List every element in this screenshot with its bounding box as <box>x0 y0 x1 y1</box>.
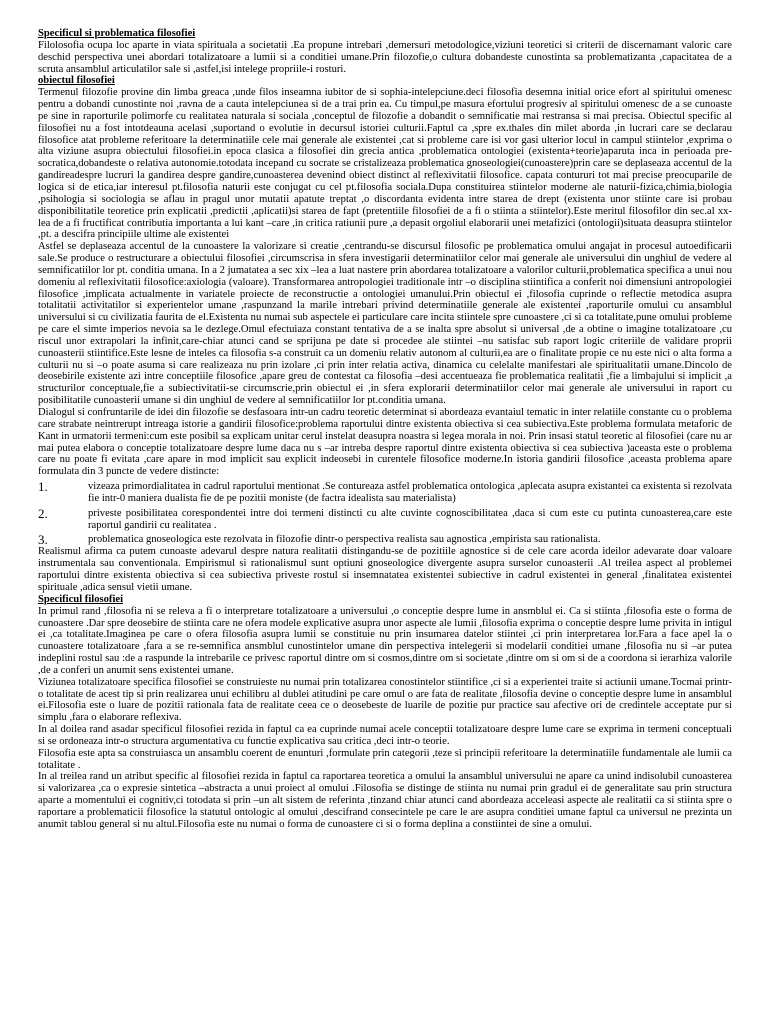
al-doilea-paragraph: In al doilea rand asadar specificul filosofiei rezida in faptul ca ea cuprinde numai acele conceptii totalizatoare despre lume care se exprima in termeni conceptuali si se ordoneaza intr-o structura argumentativa cu functie explicativa sau critica ,deci intr-o teorie. <box>38 724 732 747</box>
primul-rand-paragraph: In primul rand ,filosofia ni se releva a fi o interpretare totalizatoare a universului ,o conceptie despre lume in ansmblul ei. Ca si stiinta ,filosofia este o forma de cunoastere .Dar spre deosebire de stiinta care ne ofera modele explicative asupra unor aspecte ale lumii ,filosofia exprima o conceptie despre lume privita in intigul ei ,ca totalitate.Imaginea pe care o ofera filosofia asupra lumii se constituie nu prin insumarea datelor stiintei ,ci prin interpretarea lor.Fara a face apel la o cunoastere totalizatoare ,fara a se re-semnifica ansmblul cunostintelor umane din perspectiva intelegerii si modelarii conditiei umane ,filosofia nu si –ar putea indeplini rostul sau :de a raspunde la intrebarile ce privesc raportul dintre om si cosmos,dintre om si societate ,dintre om si om si de a coordona si ierarhiza valorile ,de a conferi un anumit sens existentei umane. <box>38 605 732 676</box>
section-heading-specificul: Specificul filosofiei <box>38 593 124 605</box>
section-heading-specificul-problematica: Specificul si problematica filosofiei <box>38 28 196 39</box>
obiectul-paragraph: Termenul filozofie provine din limba greaca ,unde filos inseamna iubitor de si sophia-intelepciune.deci filosofia desemna initial orice efort al spiritului omenesc pentru a dobandi cunostinte noi ,ravna de a cauta intelepciunea si de a trai prin ea. Cu timpul,pe masura efortului progresiv al spiritului omenesc de a se cunoaste pe sine in raporturile polimorfe cu realitatea naturala si sociala ,conceptul de filozofie a dobandit o semnificatie mai restransa si mai precisa. Obiectul specific al filosofiei nu a fost intotdeauna acelasi ,suportand o evolutie in decursul istoriei culturii.Faptul ca ,spre ex.thales din milet aborda ,in lucrari care se declarau filosofice atat probleme referitoare la determinatiile cele mai generale ale existentei ,cat si probleme care isi vor gasi ulterior locul in campul stiintelor ,exprima o alta viziune asupra obiectului filosofiei.in epoca clasica a filosofiei din grecia antica ,problematica ontologiei (existenta+teorie)aparuta inca in perioada pre-socratica,dobandeste o relativa autonomie.totodata incepand cu socrate se cristalizeaza problematica gnoseologiei(cunoastere)prin care se deplaseaza accentul de la gandireadespre lucruri la gandirea despre gandire,cunoasterea devenind obiect distinct al reflexivitatii filosofice. capata contururi tot mai precise preocuparile de logica si de etica,iar interesul pt.filosofia naturii este conjugat cu cel pt.filosofia sociala.Dupa constituirea stiintelor moderne ale naturii-fizica,chimia,biologia ,psihologia si sociologia se aflau in pragul unor mutatii apatute treptat ,o discordanta evidenta intre starea de drept (existenta unor stiinte care isi probau disponibilitatile teoretice prin explicatii ,predictii ,aplicatii)si starea de fapt (pretentiile filosofiei de a fi o stiinta a stiintelor).Este meritul filosofilor din sec.al xx-lea de a fi fructificat contributia importanta a lui kant –care ,in critica ratiunii pure ,a depasit orgoliul elaborarii unei metafizici (ontologii)situata deasupra stiintelor ,pt. a descifra principiile ultime ale existentei <box>38 87 732 241</box>
al-treilea-paragraph: In al treilea rand un atribut specific al filosofiei rezida in faptul ca raportarea teoretica a omului la ansamblul universului ne apare ca unind indisolubil cunoasterea si valorizarea ,ca o expresie sintetica –abstracta a unui proiect al omului .Filosofia se distinge de stiinta nu numai prin gradul ei de generalitate sau prin structura aparte a momentului ei cognitiv,ci totodata si prin –un alt sistem de referinta ,tinzand chiar atunci cand abordeaza acceleasi aspecte ale realitatii ca si stiinta spre o raportare a problematicii filosofice la statutul ontologic al omului ,descifrand consecintele pe care le are asupra conditiei umane faptul ca universul ne prezinta un anumit tablou general si nu altul.Filosofia este nu numai o forma de cunoastere ci si o forma deplina a constiintei de sine a omului. <box>38 771 732 830</box>
list-item-text: priveste posibilitatea corespondentei intre doi termeni distincti cu alte cuvinte cognoscibilitatea ,daca si cum este cu putinta cunoasterea,care este raportul gandirii cu realitatea . <box>88 507 732 531</box>
list-item <box>38 481 732 505</box>
realismul-paragraph: Realismul afirma ca putem cunoaste adevarul despre natura realitatii distingandu-se de pozitiile agnostice si de cele care acorda ideilor adevarate doar valoare instrumentala sau conventionala. Empirismul si rationalismul sunt optiuni gnoseologice divergente asupra surselor cunoasterii .Al treilea aspect al problemei raportului dintre existenta obiectiva si cea subiectiva priveste rostul si insemnatatea existentei subiective in cadrul existentei in general ,finalitatea existentei spirituale ,adica sensul vietii umane. <box>38 546 732 593</box>
list-item-number: 3. <box>38 532 48 548</box>
dialogul-paragraph: Dialogul si confruntarile de idei din filozofie se desfasoara intr-un cadru teoretic determinat si abordeaza evantaiul tematic in inter relatiile constante cu o problema care strabate neintrerupt intreaga istorie a gandirii filosofice:problema raportului dintre existenta obiectiva si cea subiectiva.Este problema formulata metaforic de Kant in urmatorii termeni:cum este posibil sa explicam unitar cerul instelat deasupra noastra si legea morala in noi. Prin insasi statul teoretic al filosofiei (care nu ar mai putea elabora o conceptie totalizatoare despre lume daca nu s –ar intreba despre raportul dintre existenta obiectiva si cea subiectiva )aceasta este o problema care nu poate fi evitata ,care apare in mod implicit sau explicit indeosebi in curentele filosofice moderne.In istoria gandirii filosofice ,aceasta problema apare formulata din 3 puncte de vedere distincte: <box>38 407 732 478</box>
astfel-paragraph: Astfel se deplaseaza accentul de la cunoastere la valorizare si creatie ,centrandu-se discursul filosofic pe problematica omului angajat in procesul autoedificarii sale.Se produce o restructurare a obiectului filosofiei ,circumscrisa in sfera investigarii determinatiilor celor mai generale ale universului din unghiul de vedere al semnificatiilor lor pt. conditia umana. In a 2 jumatatea a sec xix –lea a luat nastere prin abordarea totalizatoare a valorilor culturii,problematica specifica a unui nou domeniu al reflexivitatii filosofice:axiologia (valoare). Transformarea antropologiei traditionale intr –o disciplina stiintifica a conferit noi dimensiuni antropologiei filosofice ,implicata actualmente in variatele proiecte de reconstructie a ontologiei umanului.Prin obiectul ei ,filosofia cuprinde o reflectie metodica asupra totalitatii activitatilor si experientelor umane ,raspunzand la marile intrebari privind determinatiile generale ale existentei ,raporturile omului cu ansamblul universului si cu civilizatia faurita de el.Existenta nu numai sub aspectele ei particulare care incita stiintele spre cunoastere ,ci si ca totalitate,pune omului probleme pe care el simte imperios nevoia sa le dezlege.Omul efectuiaza constant tentativa de a se inalta spre absolut si universal ,de a obtine o imagine totalizatoare ,cu riscul unor extrapolari la infinit,care-chiar atunci cand se sprijuna pe date si procedee ale stiintei –nu satisfac sub raport logic criteriile de validare proprii cunoasterii stiintifice.Este lesne de inteles ca filosofia s-a construit ca un domeniu relativ autonom al culturii,ea are o finalitate propie ce nu este nici o alta forma a culturii nu si –o poate asuma si care realizeaza nu prin izolare ,ci prin inter relatia activa, dinamica cu celelalte manifestari ale spiritualitatii umane.Dincolo de deosebirile existente azi intre conceptiile filosofice ,apare greu de contestat ca filosofia –desi accentueaza fie problematica realitatii ,fie a limbajului si implicit ,a structurilor conceptuale,fie a subiectivitatii-se circumscrie,prin obiectul ei ,in sfera explorarii determinatiilor celor mai generale ale universului in raport cu posibilitatile cunoasterii umane si din unghiul de vedere al semnificatiilor lor pt.conditia umana. <box>38 241 732 407</box>
list-item <box>38 505 732 532</box>
document-page <box>38 28 732 831</box>
intro-paragraph: Filolosofia ocupa loc aparte in viata spirituala a societatii .Ea propune intrebari ,demersuri metodologice,viziuni teoretici si criterii de discernamant valoric care deschid perspectiva unei abordari totalizatoare a lumii si a conditiei umane.Prin filozofie,o cultura dobandeste cunostinta sa problematizanta ,capacitatea de a scruta ansamblul articulatilor sale si ,astfel,isi intelege propriile-i rosturi. <box>38 39 732 75</box>
list-item-text: problematica gnoseologica este rezolvata in filozofie dintr-o perspectiva realista sau agnostica ,empirista sau rationalista. <box>88 534 601 546</box>
apta-paragraph: Filosofia este apta sa construiasca un ansamblu coerent de enunturi ,formulate prin categorii ,teze si principii referitoare la determinatiile fundamentale ale lumii ca totalitate . <box>38 747 732 771</box>
list-item <box>38 534 732 546</box>
list-item-number: 1. <box>38 479 48 495</box>
section-heading-obiectul: obiectul filosofiei <box>38 75 115 87</box>
list-item-text: vizeaza primordialitatea in cadrul raportului mentionat .Se contureaza astfel problematica ontologica ,aplecata asupra existantei ca existenta si rezolvata fie intr-0 maniera dualista fie de pe pozitii moniste (de factra idealista sau materialista) <box>88 481 732 504</box>
viziunea-paragraph: Viziunea totalizatoare specifica filosofiei se construieste nu numai prin totalizarea conostintelor stiintifice ,ci si a experientei traite si actiunii umane.Tocmai printr-o totalitate de acest tip si prin realizarea unui echilibru al dublei atitudini pe care omul o are fata de realitate ,filosofia devine o conceptie despre lume in ansamblul ei.Filosofia este o luare de pozitii rationala fata de realitate ceea ce o deosebeste de luarile de pozitie pur practice sau afective ori de credintele acceptate pur si simplu ,fara o elaborare reflexiva. <box>38 676 732 724</box>
list-item-number: 2. <box>38 505 48 521</box>
